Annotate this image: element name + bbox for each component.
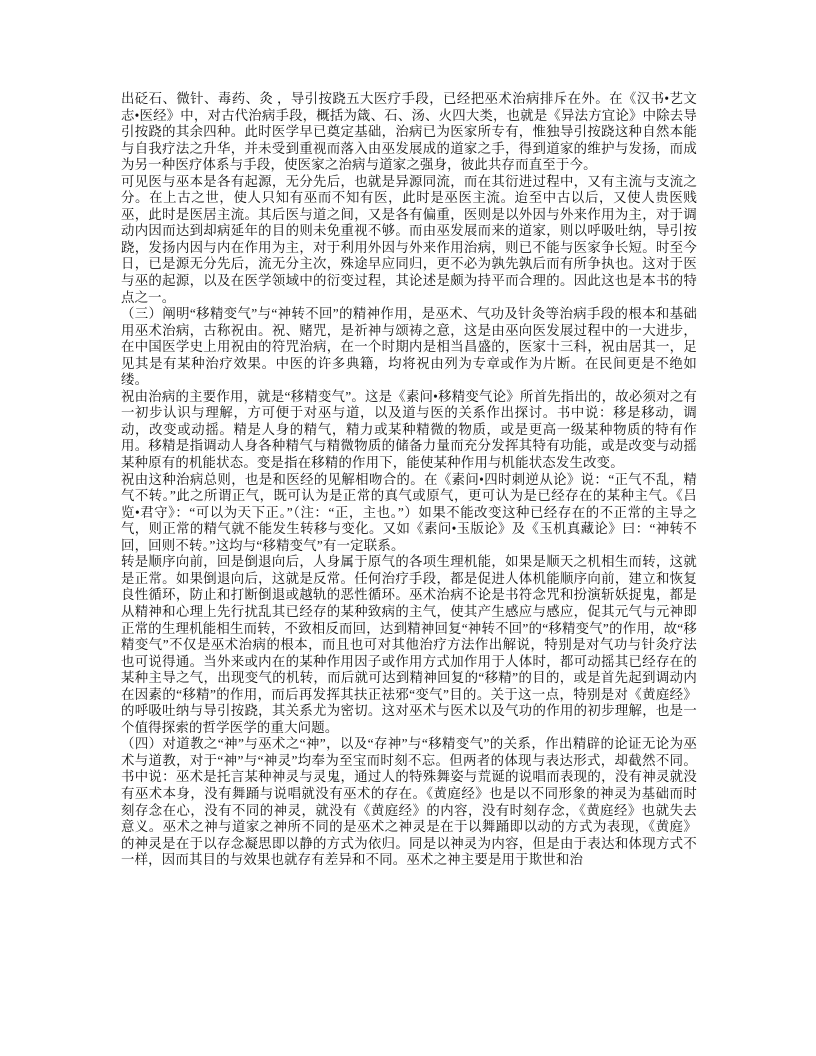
paragraph: 祝由这种治病总则，也是和医经的见解相吻合的。在《素问•四时刺逆从论》说：“正气不乱，精气不转。”此之所谓正气，既可认为是正常的真气或原气，更可认为是已经存在的某种主气。《吕览•君守》：“可以为天下正。”（注：“正，主也。”）如果不能改变这种已经存在的不正常的主导之气，则正常的精气就不能发生转移与变化。又如《素问•玉版论》及《玉机真藏论》曰：“神转不回，回则不转。”这均与“移精变气”有一定联系。: [121, 471, 697, 553]
paragraph: （四）对道教之“神”与巫术之“神”，以及“存神”与“移精变气”的关系，作出精辟的论证无论为巫术与道教，对于“神”与“神灵”均奉为至宝而时刻不忘。但两者的体现与表达形式，却截然不同。书中说：巫术是托言某种神灵与灵鬼，通过人的特殊舞姿与荒诞的说唱而表现的，没有神灵就没有巫术本身，没有舞踊与说唱就没有巫术的存在。《黄庭经》也是以不同形象的神灵为基础而时刻存念在心，没有不同的神灵，就没有《黄庭经》的内容，没有时刻存念，《黄庭经》也就失去意义。巫术之神与道家之神所不同的是巫术之神灵是在于以舞踊即以动的方式为表现，《黄庭》的神灵是在于以存念凝思即以静的方式为依归。同是以神灵为内容，但是由于表达和体现方式不一样，因而其目的与效果也就存有差异和不同。巫术之神主要是用于欺世和治: [121, 736, 697, 868]
paragraph: 转是顺序向前，回是倒退向后，人身属于原气的各项生理机能，如果是顺天之机相生而转，这就是正常。如果倒退向后，这就是反常。任何治疗手段，都是促进人体机能顺序向前，建立和恢复良性循环，防止和打断倒退或越轨的恶性循环。巫术治病不论是书符念咒和扮演斩妖捉鬼，都是从精神和心理上先行扰乱其已经存的某种致病的主气，使其产生感应与感应，促其元气与元神即正常的生理机能相生而转，不致相反而回，达到精神回复“神转不回”的“移精变气”的作用，故“移精变气”不仅是巫术治病的根本，而且也可对其他治疗方法作出解说，特别是对气功与针灸疗法也可说得通。当外来或内在的某种作用因子或作用方式加作用于人体时，都可动摇其已经存在的某种主导之气，出现变气的机转，而后就可达到精神回复的“移精”的目的，或是首先起到调动内在因素的“移精”的作用，而后再发挥其扶正祛邪“变气”目的。关于这一点，特别是对《黄庭经》的呼吸吐纳与导引按跷，其关系尤为密切。这对巫术与医术以及气功的作用的初步理解，也是一个值得探索的哲学医学的重大问题。: [121, 554, 697, 735]
paragraph: 出砭石、微针、毒药、灸 ，导引按跷五大医疗手段，已经把巫术治病排斥在外。在《汉书•艺文志•医经》中，对古代治病手段，概括为箴、石、汤、火四大类，也就是《异法方宜论》中除去导引按跷的其余四种。此时医学早已奠定基础，治病已为医家所专有，惟独导引按跷这种自然本能与自我疗法之升华，并未受到重视而落入由巫发展成的道家之手，得到道家的维护与发扬，而成为另一种医疗体系与手段，使医家之治病与道家之强身，彼此共存而直至于今。: [121, 91, 697, 173]
paragraph: （三）阐明“移精变气”与“神转不回”的精神作用，是巫术、气功及针灸等治病手段的根本和基础用巫术治病，古称祝由。祝、赌咒，是祈神与颂祷之意，这是由巫向医发展过程中的一大进步，在中国医学史上用祝由的符咒治病，在一个时期内是相当昌盛的，医家十三科，祝由居其一，足见其是有某种治疗效果。中医的许多典籍，均将祝由列为专章或作为片断。在民间更是不绝如缕。: [121, 306, 697, 388]
paragraph: 可见医与巫本是各有起源，无分先后，也就是异源同流，而在其衍进过程中，又有主流与支流之分。在上古之世，使人只知有巫而不知有医，此时是巫医主流。迨至中古以后，又使人贵医贱巫，此时是医居主流。其后医与道之间，又是各有偏重，医则是以外因与外来作用为主，对于调动内因而达到却病延年的目的则未免重视不够。而由巫发展而来的道家，则以呼吸吐纳，导引按跷，发扬内因与内在作用为主，对于利用外因与外来作用治病，则已不能与医家争长短。时至今日，已是源无分先后，流无分主次，殊途早应同归，更不必为孰先孰后而有所争执也。这对于医与巫的起源，以及在医学领域中的衍变过程，其论述是颇为持平而合理的。因此这也是本书的特点之一。: [121, 173, 697, 305]
document-body: [121, 91, 697, 869]
paragraph: 祝由治病的主要作用，就是“移精变气”。这是《素问•移精变气论》所首先指出的，故必须对之有一初步认识与理解，方可便于对巫与道，以及道与医的关系作出探讨。书中说：移是移动，调动，改变或动摇。精是人身的精气，精力或某种精微的物质，或是更高一级某种物质的特有作用。移精是指调动人身各种精气与精微物质的储备力量而充分发挥其特有功能，或是改变与动摇某种原有的机能状态。变是指在移精的作用下，能使某种作用与机能状态发生改变。: [121, 388, 697, 471]
